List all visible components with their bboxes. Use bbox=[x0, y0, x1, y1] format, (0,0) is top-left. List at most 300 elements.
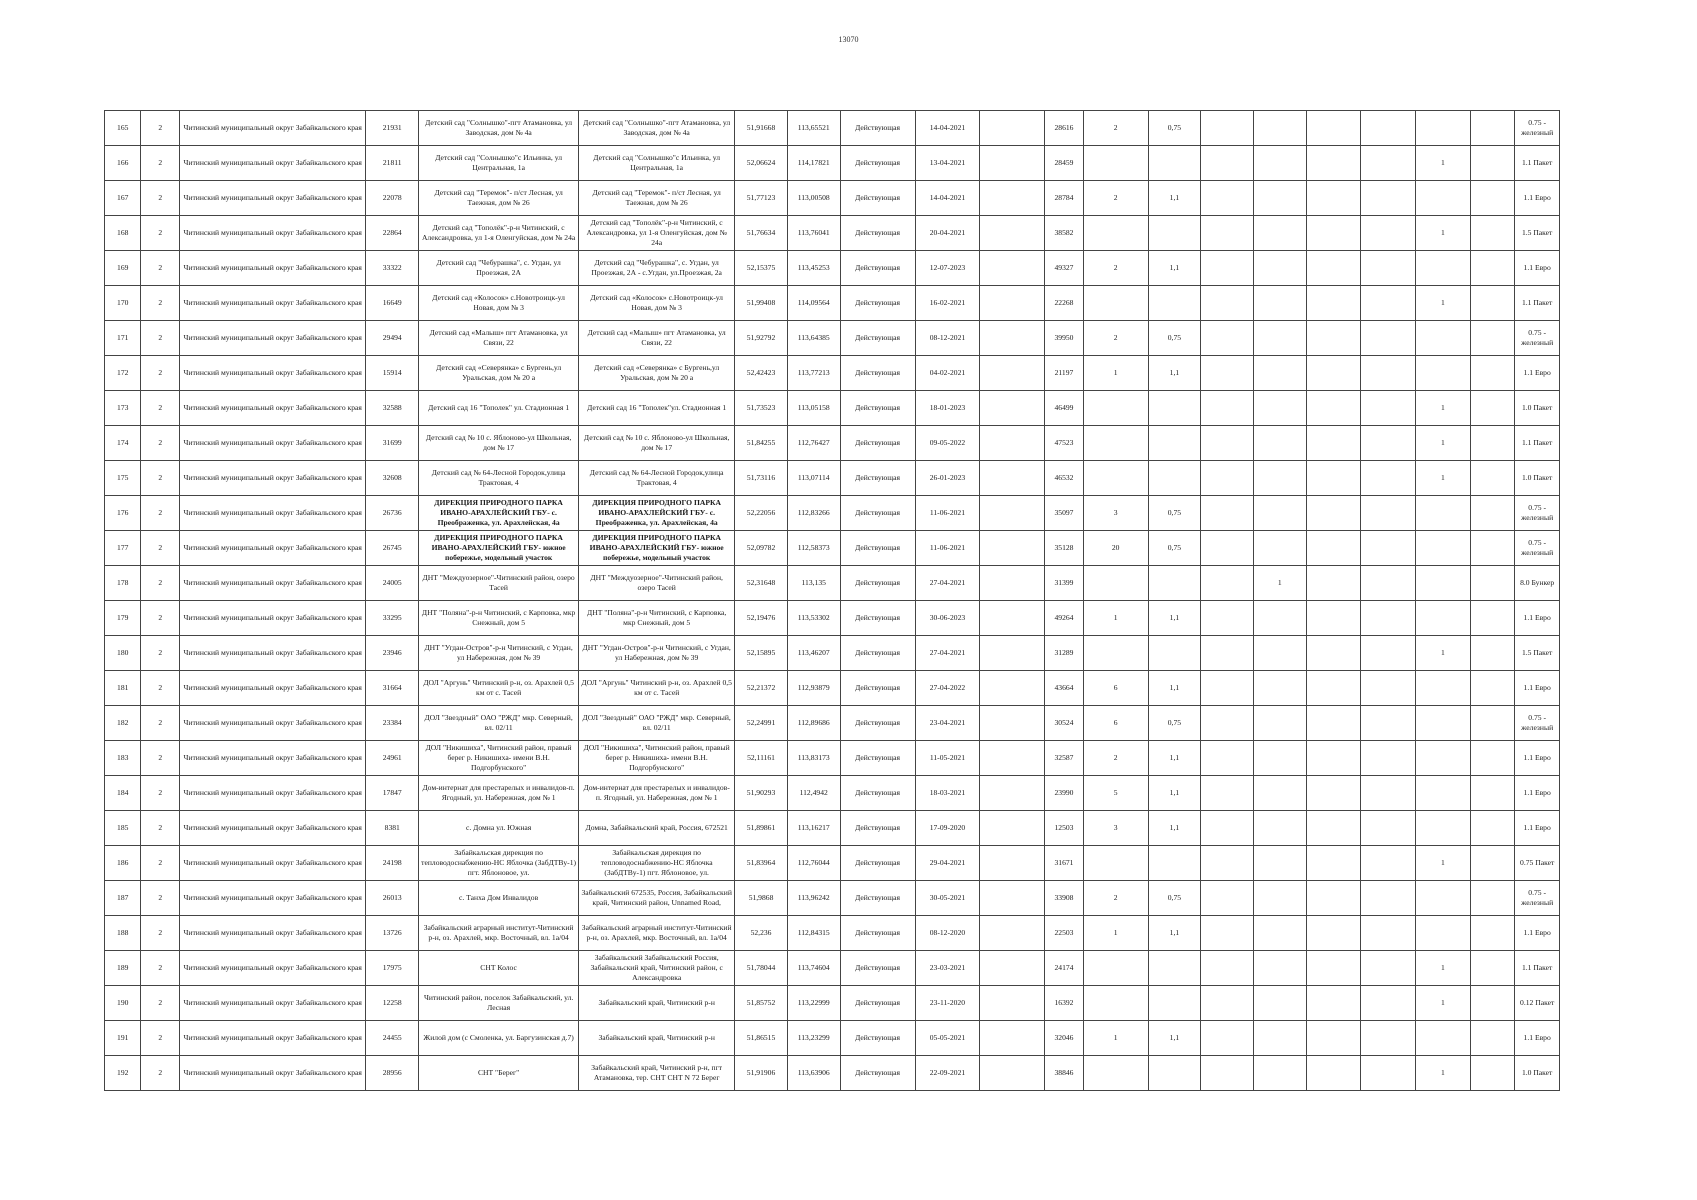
empty-cell bbox=[980, 706, 1045, 741]
empty-cell bbox=[980, 986, 1045, 1021]
container-volume bbox=[1148, 216, 1201, 251]
date: 11-05-2021 bbox=[915, 741, 980, 776]
site-id: 15914 bbox=[366, 356, 419, 391]
empty-cell bbox=[1201, 426, 1254, 461]
empty-cell bbox=[1306, 286, 1361, 321]
code: 23990 bbox=[1045, 776, 1084, 811]
container-type: 1.1 Евро bbox=[1515, 776, 1560, 811]
package-count: 1 bbox=[1416, 216, 1471, 251]
bunker-count bbox=[1253, 111, 1306, 146]
container-volume: 1,1 bbox=[1148, 181, 1201, 216]
row-number: 165 bbox=[105, 111, 141, 146]
empty-cell bbox=[980, 601, 1045, 636]
status: Действующая bbox=[840, 531, 915, 566]
date: 27-04-2021 bbox=[915, 566, 980, 601]
empty-cell bbox=[1201, 566, 1254, 601]
group-code: 2 bbox=[141, 1056, 180, 1091]
code: 35128 bbox=[1045, 531, 1084, 566]
site-name: ДНТ "Междуозерное"-Читинский район, озеро Тасей bbox=[419, 566, 579, 601]
latitude: 51,99408 bbox=[735, 286, 788, 321]
empty-cell bbox=[1470, 916, 1515, 951]
empty-cell bbox=[1201, 636, 1254, 671]
group-code: 2 bbox=[141, 741, 180, 776]
table-row bbox=[105, 391, 1560, 426]
container-count bbox=[1083, 951, 1148, 986]
district: Читинский муниципальный округ Забайкальского края bbox=[179, 916, 365, 951]
empty-cell bbox=[980, 741, 1045, 776]
empty-cell bbox=[1470, 531, 1515, 566]
site-name: Детский сад «Малыш» пгт Атамановка, ул Связи, 22 bbox=[419, 321, 579, 356]
empty-cell bbox=[1361, 811, 1416, 846]
empty-cell bbox=[1201, 146, 1254, 181]
empty-cell bbox=[1201, 356, 1254, 391]
empty-cell bbox=[980, 951, 1045, 986]
package-count bbox=[1416, 566, 1471, 601]
empty-cell bbox=[1361, 846, 1416, 881]
longitude: 113,23299 bbox=[787, 1021, 840, 1056]
row-number: 169 bbox=[105, 251, 141, 286]
package-count bbox=[1416, 531, 1471, 566]
date: 18-01-2023 bbox=[915, 391, 980, 426]
site-id: 26013 bbox=[366, 881, 419, 916]
longitude: 113,53302 bbox=[787, 601, 840, 636]
bunker-count: 1 bbox=[1253, 566, 1306, 601]
longitude: 113,05158 bbox=[787, 391, 840, 426]
empty-cell bbox=[980, 1056, 1045, 1091]
code: 46499 bbox=[1045, 391, 1084, 426]
site-id: 26745 bbox=[366, 531, 419, 566]
container-type: 1.0 Пакет bbox=[1515, 391, 1560, 426]
group-code: 2 bbox=[141, 811, 180, 846]
district: Читинский муниципальный округ Забайкальского края bbox=[179, 846, 365, 881]
empty-cell bbox=[1361, 531, 1416, 566]
container-count bbox=[1083, 846, 1148, 881]
container-type: 1.5 Пакет bbox=[1515, 636, 1560, 671]
empty-cell bbox=[1306, 1056, 1361, 1091]
row-number: 175 bbox=[105, 461, 141, 496]
container-count bbox=[1083, 566, 1148, 601]
site-address: ДОЛ "Аргунь" Читинский р-н, оз. Арахлей 0,5 км от с. Тасей bbox=[579, 671, 735, 706]
district: Читинский муниципальный округ Забайкальского края bbox=[179, 566, 365, 601]
container-volume bbox=[1148, 286, 1201, 321]
site-id: 33322 bbox=[366, 251, 419, 286]
package-count: 1 bbox=[1416, 391, 1471, 426]
package-count bbox=[1416, 251, 1471, 286]
empty-cell bbox=[1361, 671, 1416, 706]
empty-cell bbox=[980, 391, 1045, 426]
package-count bbox=[1416, 916, 1471, 951]
site-name: Детский сад "Чебурашка", с. Угдан, ул Проезжая, 2А bbox=[419, 251, 579, 286]
bunker-count bbox=[1253, 286, 1306, 321]
container-count bbox=[1083, 461, 1148, 496]
code: 16392 bbox=[1045, 986, 1084, 1021]
table-row bbox=[105, 321, 1560, 356]
site-id: 24005 bbox=[366, 566, 419, 601]
empty-cell bbox=[1306, 356, 1361, 391]
empty-cell bbox=[1470, 286, 1515, 321]
empty-cell bbox=[1306, 181, 1361, 216]
date: 05-05-2021 bbox=[915, 1021, 980, 1056]
empty-cell bbox=[1201, 531, 1254, 566]
site-address: Детский сад "Солнышко"-пгт Атамановка, ул Заводская, дом № 4а bbox=[579, 111, 735, 146]
longitude: 113,135 bbox=[787, 566, 840, 601]
row-number: 171 bbox=[105, 321, 141, 356]
container-type: 1.0 Пакет bbox=[1515, 461, 1560, 496]
status: Действующая bbox=[840, 461, 915, 496]
empty-cell bbox=[1361, 706, 1416, 741]
empty-cell bbox=[1201, 741, 1254, 776]
container-type: 0.75 - железный bbox=[1515, 321, 1560, 356]
empty-cell bbox=[1306, 216, 1361, 251]
empty-cell bbox=[1361, 566, 1416, 601]
empty-cell bbox=[980, 181, 1045, 216]
container-volume bbox=[1148, 146, 1201, 181]
district: Читинский муниципальный округ Забайкальского края bbox=[179, 111, 365, 146]
longitude: 113,77213 bbox=[787, 356, 840, 391]
status: Действующая bbox=[840, 391, 915, 426]
group-code: 2 bbox=[141, 636, 180, 671]
container-count: 1 bbox=[1083, 1021, 1148, 1056]
table-row bbox=[105, 811, 1560, 846]
longitude: 112,93879 bbox=[787, 671, 840, 706]
container-volume bbox=[1148, 951, 1201, 986]
latitude: 52,21372 bbox=[735, 671, 788, 706]
container-type: 0.12 Пакет bbox=[1515, 986, 1560, 1021]
latitude: 51,77123 bbox=[735, 181, 788, 216]
empty-cell bbox=[980, 846, 1045, 881]
status: Действующая bbox=[840, 671, 915, 706]
package-count: 1 bbox=[1416, 636, 1471, 671]
package-count bbox=[1416, 741, 1471, 776]
empty-cell bbox=[1306, 951, 1361, 986]
table-row bbox=[105, 146, 1560, 181]
date: 30-06-2023 bbox=[915, 601, 980, 636]
latitude: 52,19476 bbox=[735, 601, 788, 636]
container-count: 2 bbox=[1083, 111, 1148, 146]
row-number: 185 bbox=[105, 811, 141, 846]
container-volume: 1,1 bbox=[1148, 916, 1201, 951]
empty-cell bbox=[1306, 881, 1361, 916]
table-row bbox=[105, 216, 1560, 251]
code: 28616 bbox=[1045, 111, 1084, 146]
container-volume bbox=[1148, 1056, 1201, 1091]
empty-cell bbox=[1306, 251, 1361, 286]
container-type: 0.75 - железный bbox=[1515, 706, 1560, 741]
empty-cell bbox=[1470, 181, 1515, 216]
district: Читинский муниципальный округ Забайкальского края bbox=[179, 251, 365, 286]
row-number: 184 bbox=[105, 776, 141, 811]
empty-cell bbox=[1306, 671, 1361, 706]
container-count: 3 bbox=[1083, 496, 1148, 531]
container-volume bbox=[1148, 846, 1201, 881]
empty-cell bbox=[1361, 881, 1416, 916]
empty-cell bbox=[1361, 356, 1416, 391]
container-count bbox=[1083, 216, 1148, 251]
row-number: 181 bbox=[105, 671, 141, 706]
code: 46532 bbox=[1045, 461, 1084, 496]
empty-cell bbox=[1361, 461, 1416, 496]
district: Читинский муниципальный округ Забайкальского края bbox=[179, 601, 365, 636]
container-volume: 1,1 bbox=[1148, 811, 1201, 846]
package-count: 1 bbox=[1416, 986, 1471, 1021]
table-row bbox=[105, 881, 1560, 916]
empty-cell bbox=[1361, 111, 1416, 146]
group-code: 2 bbox=[141, 356, 180, 391]
code: 30524 bbox=[1045, 706, 1084, 741]
group-code: 2 bbox=[141, 601, 180, 636]
date: 18-03-2021 bbox=[915, 776, 980, 811]
site-id: 32608 bbox=[366, 461, 419, 496]
district: Читинский муниципальный округ Забайкальского края bbox=[179, 356, 365, 391]
empty-cell bbox=[1306, 566, 1361, 601]
container-volume bbox=[1148, 426, 1201, 461]
site-id: 24198 bbox=[366, 846, 419, 881]
container-count bbox=[1083, 391, 1148, 426]
container-type: 1.0 Пакет bbox=[1515, 1056, 1560, 1091]
latitude: 51,92792 bbox=[735, 321, 788, 356]
status: Действующая bbox=[840, 741, 915, 776]
date: 12-07-2023 bbox=[915, 251, 980, 286]
bunker-count bbox=[1253, 601, 1306, 636]
group-code: 2 bbox=[141, 461, 180, 496]
group-code: 2 bbox=[141, 566, 180, 601]
latitude: 51,85752 bbox=[735, 986, 788, 1021]
code: 43664 bbox=[1045, 671, 1084, 706]
date: 14-04-2021 bbox=[915, 111, 980, 146]
container-volume bbox=[1148, 461, 1201, 496]
site-address: Забайкальский 672535, Россия, Забайкальский край, Читинский район, Unnamed Road, bbox=[579, 881, 735, 916]
empty-cell bbox=[980, 881, 1045, 916]
site-name: ДИРЕКЦИЯ ПРИРОДНОГО ПАРКА ИВАНО-АРАХЛЕЙСКИЙ ГБУ- южное побережье, модельный участок bbox=[419, 531, 579, 566]
date: 08-12-2021 bbox=[915, 321, 980, 356]
empty-cell bbox=[1470, 601, 1515, 636]
site-address: Детский сад "Теремок"- п/ст Лесная, ул Таежная, дом № 26 bbox=[579, 181, 735, 216]
package-count bbox=[1416, 111, 1471, 146]
status: Действующая bbox=[840, 286, 915, 321]
row-number: 172 bbox=[105, 356, 141, 391]
latitude: 52,11161 bbox=[735, 741, 788, 776]
empty-cell bbox=[1361, 636, 1416, 671]
registry-rows bbox=[105, 111, 1560, 1091]
package-count bbox=[1416, 776, 1471, 811]
site-name: СНТ "Берег" bbox=[419, 1056, 579, 1091]
package-count: 1 bbox=[1416, 846, 1471, 881]
table-row bbox=[105, 111, 1560, 146]
latitude: 51,73523 bbox=[735, 391, 788, 426]
longitude: 112,4942 bbox=[787, 776, 840, 811]
site-id: 26736 bbox=[366, 496, 419, 531]
container-volume bbox=[1148, 636, 1201, 671]
empty-cell bbox=[980, 531, 1045, 566]
site-address: ДИРЕКЦИЯ ПРИРОДНОГО ПАРКА ИВАНО-АРАХЛЕЙСКИЙ ГБУ- южное побережье, модельный участок bbox=[579, 531, 735, 566]
site-address: Забайкальский край, Читинский р-н bbox=[579, 986, 735, 1021]
empty-cell bbox=[1470, 216, 1515, 251]
page-number: 13070 bbox=[838, 35, 859, 44]
group-code: 2 bbox=[141, 321, 180, 356]
longitude: 113,16217 bbox=[787, 811, 840, 846]
empty-cell bbox=[980, 251, 1045, 286]
container-count: 1 bbox=[1083, 601, 1148, 636]
empty-cell bbox=[1201, 461, 1254, 496]
empty-cell bbox=[1361, 216, 1416, 251]
container-type: 1.1 Евро bbox=[1515, 251, 1560, 286]
longitude: 113,74604 bbox=[787, 951, 840, 986]
container-type: 1.1 Евро bbox=[1515, 916, 1560, 951]
empty-cell bbox=[1201, 496, 1254, 531]
group-code: 2 bbox=[141, 181, 180, 216]
status: Действующая bbox=[840, 601, 915, 636]
container-type: 1.1 Евро bbox=[1515, 811, 1560, 846]
empty-cell bbox=[980, 216, 1045, 251]
site-id: 22864 bbox=[366, 216, 419, 251]
container-count: 2 bbox=[1083, 251, 1148, 286]
latitude: 52,06624 bbox=[735, 146, 788, 181]
container-volume: 1,1 bbox=[1148, 671, 1201, 706]
container-count: 5 bbox=[1083, 776, 1148, 811]
site-name: Детский сад 16 "Тополек" ул. Стадионная 1 bbox=[419, 391, 579, 426]
code: 33908 bbox=[1045, 881, 1084, 916]
row-number: 192 bbox=[105, 1056, 141, 1091]
empty-cell bbox=[1470, 951, 1515, 986]
site-name: ДНТ "Угдан-Остров"-р-н Читинский, с Угдан, ул Набережная, дом № 39 bbox=[419, 636, 579, 671]
bunker-count bbox=[1253, 811, 1306, 846]
empty-cell bbox=[1306, 426, 1361, 461]
site-address: ДОЛ "Никишиха", Читинский район, правый берег р. Никишиха- имени В.Н. Подгорбунского" bbox=[579, 741, 735, 776]
site-id: 13726 bbox=[366, 916, 419, 951]
empty-cell bbox=[980, 286, 1045, 321]
district: Читинский муниципальный округ Забайкальского края bbox=[179, 426, 365, 461]
container-count: 2 bbox=[1083, 881, 1148, 916]
package-count: 1 bbox=[1416, 146, 1471, 181]
table-row bbox=[105, 986, 1560, 1021]
site-name: ДИРЕКЦИЯ ПРИРОДНОГО ПАРКА ИВАНО-АРАХЛЕЙСКИЙ ГБУ- с. Преображенка, ул. Арахлейская, 4а bbox=[419, 496, 579, 531]
empty-cell bbox=[1306, 391, 1361, 426]
empty-cell bbox=[980, 636, 1045, 671]
longitude: 113,76041 bbox=[787, 216, 840, 251]
latitude: 51,9868 bbox=[735, 881, 788, 916]
code: 12503 bbox=[1045, 811, 1084, 846]
empty-cell bbox=[1306, 706, 1361, 741]
container-type: 1.1 Евро bbox=[1515, 356, 1560, 391]
container-type: 0.75 - железный bbox=[1515, 531, 1560, 566]
site-id: 16649 bbox=[366, 286, 419, 321]
date: 23-11-2020 bbox=[915, 986, 980, 1021]
bunker-count bbox=[1253, 636, 1306, 671]
district: Читинский муниципальный округ Забайкальского края bbox=[179, 461, 365, 496]
container-type: 1.1 Евро bbox=[1515, 741, 1560, 776]
district: Читинский муниципальный округ Забайкальского края bbox=[179, 1056, 365, 1091]
table-row bbox=[105, 356, 1560, 391]
bunker-count bbox=[1253, 391, 1306, 426]
site-address: Детский сад № 64-Лесной Городок,улица Трактовая, 4 bbox=[579, 461, 735, 496]
date: 11-06-2021 bbox=[915, 496, 980, 531]
container-count: 2 bbox=[1083, 741, 1148, 776]
container-volume: 0,75 bbox=[1148, 706, 1201, 741]
bunker-count bbox=[1253, 881, 1306, 916]
site-address: Детский сад «Северянка» с Бургень,ул Уральская, дом № 20 а bbox=[579, 356, 735, 391]
table-row bbox=[105, 741, 1560, 776]
date: 30-05-2021 bbox=[915, 881, 980, 916]
empty-cell bbox=[980, 566, 1045, 601]
site-address: Забайкальский край, Читинский р-н bbox=[579, 1021, 735, 1056]
bunker-count bbox=[1253, 181, 1306, 216]
code: 32046 bbox=[1045, 1021, 1084, 1056]
empty-cell bbox=[1201, 601, 1254, 636]
date: 08-12-2020 bbox=[915, 916, 980, 951]
group-code: 2 bbox=[141, 986, 180, 1021]
empty-cell bbox=[1361, 776, 1416, 811]
site-name: Детский сад «Северянка» с Бургень,ул Уральская, дом № 20 а bbox=[419, 356, 579, 391]
empty-cell bbox=[1470, 251, 1515, 286]
empty-cell bbox=[1201, 321, 1254, 356]
container-type: 1.1 Евро bbox=[1515, 181, 1560, 216]
group-code: 2 bbox=[141, 671, 180, 706]
district: Читинский муниципальный округ Забайкальского края bbox=[179, 181, 365, 216]
empty-cell bbox=[1201, 216, 1254, 251]
longitude: 113,22999 bbox=[787, 986, 840, 1021]
status: Действующая bbox=[840, 776, 915, 811]
site-id: 32588 bbox=[366, 391, 419, 426]
latitude: 51,91668 bbox=[735, 111, 788, 146]
container-volume: 1,1 bbox=[1148, 251, 1201, 286]
longitude: 113,07114 bbox=[787, 461, 840, 496]
district: Читинский муниципальный округ Забайкальского края bbox=[179, 986, 365, 1021]
bunker-count bbox=[1253, 916, 1306, 951]
site-name: Детский сад «Колосок» с.Новотроицк-ул Новая, дом № 3 bbox=[419, 286, 579, 321]
site-id: 23384 bbox=[366, 706, 419, 741]
longitude: 112,89686 bbox=[787, 706, 840, 741]
bunker-count bbox=[1253, 671, 1306, 706]
district: Читинский муниципальный округ Забайкальского края bbox=[179, 741, 365, 776]
empty-cell bbox=[1361, 286, 1416, 321]
bunker-count bbox=[1253, 531, 1306, 566]
row-number: 188 bbox=[105, 916, 141, 951]
package-count: 1 bbox=[1416, 461, 1471, 496]
row-number: 189 bbox=[105, 951, 141, 986]
container-type: 8.0 Бункер bbox=[1515, 566, 1560, 601]
row-number: 180 bbox=[105, 636, 141, 671]
container-volume: 1,1 bbox=[1148, 356, 1201, 391]
empty-cell bbox=[1306, 111, 1361, 146]
code: 32587 bbox=[1045, 741, 1084, 776]
empty-cell bbox=[1306, 1021, 1361, 1056]
longitude: 112,76427 bbox=[787, 426, 840, 461]
status: Действующая bbox=[840, 1056, 915, 1091]
group-code: 2 bbox=[141, 881, 180, 916]
empty-cell bbox=[1201, 391, 1254, 426]
empty-cell bbox=[1201, 286, 1254, 321]
row-number: 191 bbox=[105, 1021, 141, 1056]
empty-cell bbox=[1306, 846, 1361, 881]
code: 38582 bbox=[1045, 216, 1084, 251]
empty-cell bbox=[1470, 426, 1515, 461]
site-name: Забайкальская дирекция по тепловодоснабжению-НС Яблочка (ЗабДТВу-1) пгт. Яблоновое, ул. bbox=[419, 846, 579, 881]
site-id: 17847 bbox=[366, 776, 419, 811]
empty-cell bbox=[1306, 321, 1361, 356]
bunker-count bbox=[1253, 426, 1306, 461]
empty-cell bbox=[1361, 391, 1416, 426]
site-name: Забайкальский аграрный институт-Читинский р-н, оз. Арахлей, мкр. Восточный, вл. 1а/04 bbox=[419, 916, 579, 951]
package-count bbox=[1416, 321, 1471, 356]
longitude: 113,83173 bbox=[787, 741, 840, 776]
empty-cell bbox=[980, 356, 1045, 391]
table-row bbox=[105, 636, 1560, 671]
latitude: 52,15895 bbox=[735, 636, 788, 671]
site-id: 8381 bbox=[366, 811, 419, 846]
longitude: 113,46207 bbox=[787, 636, 840, 671]
empty-cell bbox=[1470, 706, 1515, 741]
package-count bbox=[1416, 881, 1471, 916]
